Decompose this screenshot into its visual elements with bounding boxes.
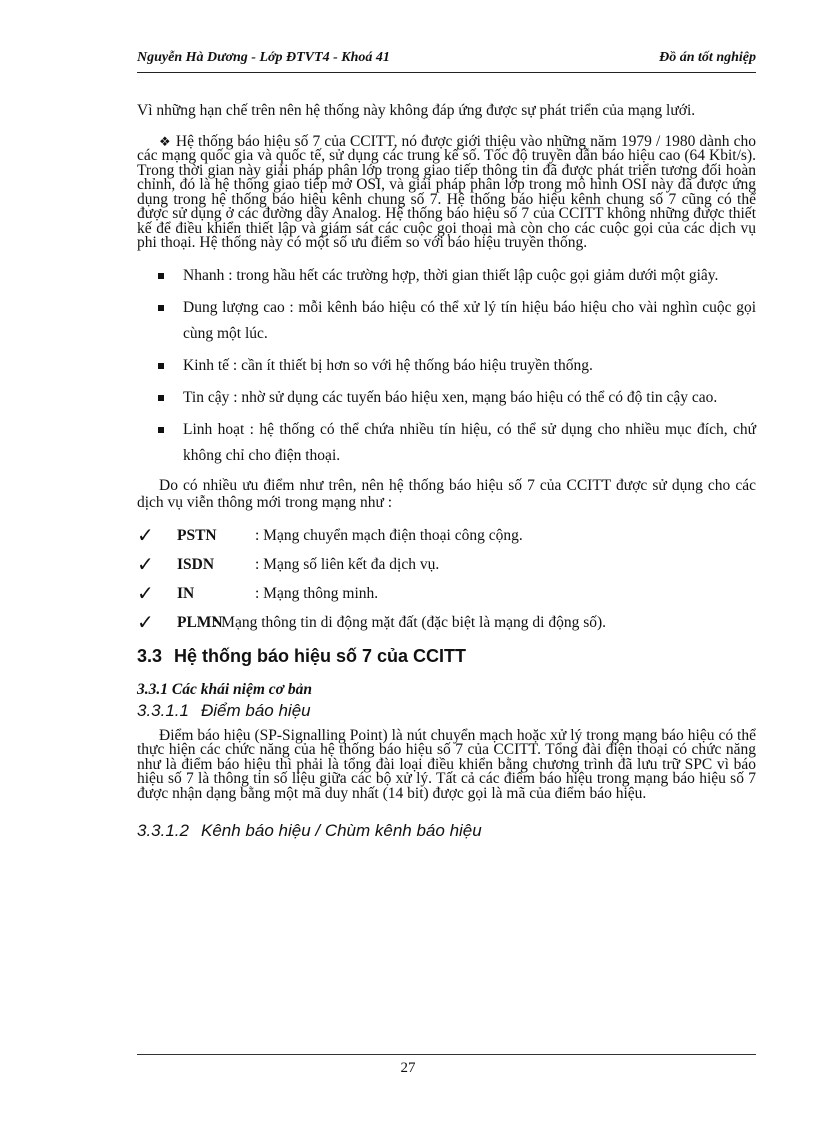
subsubsection-number: 3.3.1.2 [137, 821, 189, 840]
section-heading [137, 646, 756, 667]
page-number: 27 [400, 1060, 416, 1076]
advantage-text: Nhanh : trong hầu hết các trường hợp, thời gian thiết lập cuộc gọi giảm dưới một giây. [183, 266, 719, 284]
signalling-point-paragraph: Điểm báo hiệu (SP-Signalling Point) là nút chuyển mạch hoặc xử lý trong mạng báo hiệu có thể thực hiện các chức năng của hệ thống báo hiệu số 7 của CCITT. Tổng đài điện thoại có chức năng như là điểm báo hiệu thì phải là tổng đài loại điều khiển bằng chương trình đã lưu trữ SPC vì báo hiệu số 7 là thông tin số liệu giữa các bộ xử lý. Tất cả các điểm báo hiệu trong mạng báo hiệu số 7 được nhận dạng bằng một mã duy nhất (14 bit) được gọi là mã của điểm báo hiệu. [137, 726, 756, 802]
list-item [137, 554, 756, 576]
advantages-list [137, 263, 756, 469]
advantage-text: Kinh tế : cần ít thiết bị hơn so với hệ thống báo hiệu truyền thống. [183, 356, 593, 374]
header-title: Đồ án tốt nghiệp [659, 50, 756, 65]
list-item [137, 353, 756, 379]
square-bullet-icon [158, 305, 164, 311]
subsubsection-title: Điểm báo hiệu [201, 700, 311, 720]
subsubsection-heading [137, 821, 756, 841]
service-abbr: PSTN [177, 526, 217, 544]
section-title: Hệ thống báo hiệu số 7 của CCITT [174, 645, 467, 666]
header-divider [137, 72, 756, 73]
checkmark-icon: ✓ [137, 553, 154, 576]
checkmark-icon: ✓ [137, 611, 154, 634]
subsubsection-title: Kênh báo hiệu / Chùm kênh báo hiệu [201, 821, 482, 840]
list-item [137, 417, 756, 469]
square-bullet-icon [158, 427, 164, 433]
header-author: Nguyễn Hà Dương - Lớp ĐTVT4 - Khoá 41 [137, 50, 390, 65]
square-bullet-icon [158, 395, 164, 401]
diamond-bullet-icon: ❖ [159, 133, 171, 149]
service-desc: : Mạng chuyển mạch điện thoại công cộng. [255, 526, 523, 544]
service-abbr: ISDN [177, 555, 215, 573]
subsubsection-heading [137, 701, 756, 721]
service-abbr: IN [177, 584, 195, 602]
advantage-text: Dung lượng cao : mỗi kênh báo hiệu có thể xử lý tín hiệu báo hiệu cho vài nghìn cuộc gọi cùng một lúc. [183, 298, 756, 342]
square-bullet-icon [158, 273, 164, 279]
subsubsection-number: 3.3.1.1 [137, 700, 189, 720]
square-bullet-icon [158, 363, 164, 369]
list-item [137, 525, 756, 547]
service-abbr: PLMN [177, 613, 223, 631]
intro-paragraph: Vì những hạn chế trên nên hệ thống này không đáp ứng được sự phát triển của mạng lưới. [137, 102, 696, 119]
checkmark-icon: ✓ [137, 582, 154, 605]
ccitt-paragraph [137, 132, 757, 251]
subsection-heading: 3.3.1 Các khái niệm cơ bản [137, 680, 312, 698]
page-body [137, 104, 756, 849]
list-item [137, 263, 756, 289]
list-item [137, 295, 756, 347]
section-number: 3.3 [137, 645, 163, 666]
service-desc: : Mạng thông minh. [255, 584, 379, 602]
service-desc: : Mạng số liên kết đa dịch vụ. [255, 555, 440, 573]
service-desc: : Mạng thông tin di động mặt đất (đặc biệt là mạng di động số). [213, 613, 607, 631]
footer-divider [137, 1054, 756, 1055]
list-item [137, 583, 756, 605]
advantage-text: Tin cậy : nhờ sử dụng các tuyến báo hiệu xen, mạng báo hiệu có thể có độ tin cậy cao. [183, 388, 718, 406]
service-list [137, 525, 756, 634]
services-paragraph: Do có nhiều ưu điểm như trên, nên hệ thống báo hiệu số 7 của CCITT được sử dụng cho các dịch vụ viễn thông mới trong mạng như : [137, 476, 756, 511]
advantage-text: Linh hoạt : hệ thống có thể chứa nhiều tín hiệu, có thể sử dụng cho nhiều mục đích, chứ không chỉ cho điện thoại. [183, 420, 756, 464]
ccitt-paragraph-text: Hệ thống báo hiệu số 7 của CCITT, nó được giới thiệu vào những năm 1979 / 1980 dành cho các mạng quốc gia và quốc tế, sử dụng các trung kế số. Tốc độ truyền dẫn báo hiệu cao (64 Kbit/s). Trong thời gian này giải pháp phân lớp trong giao tiếp thông tin đã được phát triển tương đối hoàn chỉnh, đó là hệ thống giao tiếp mở OSI, và giải pháp phân lớp trong mô hình OSI này đã được ứng dụng trong hệ thống báo hiệu kênh chung số 7. Hệ thống báo hiệu kênh chung số 7 cũng có thể được sử dụng ở các đường dây Analog. Hệ thống báo hiệu số 7 của CCITT không những được thiết kế để điều khiển thiết lập và giám sát các cuộc gọi thoại mà còn cho các cuộc gọi của các dịch vụ phi thoại. Hệ thống này có một số ưu điểm so với báo hiệu truyền thống. [137, 132, 757, 251]
checkmark-icon: ✓ [137, 524, 154, 547]
list-item [137, 612, 756, 634]
list-item [137, 385, 756, 411]
page-header [137, 50, 756, 70]
